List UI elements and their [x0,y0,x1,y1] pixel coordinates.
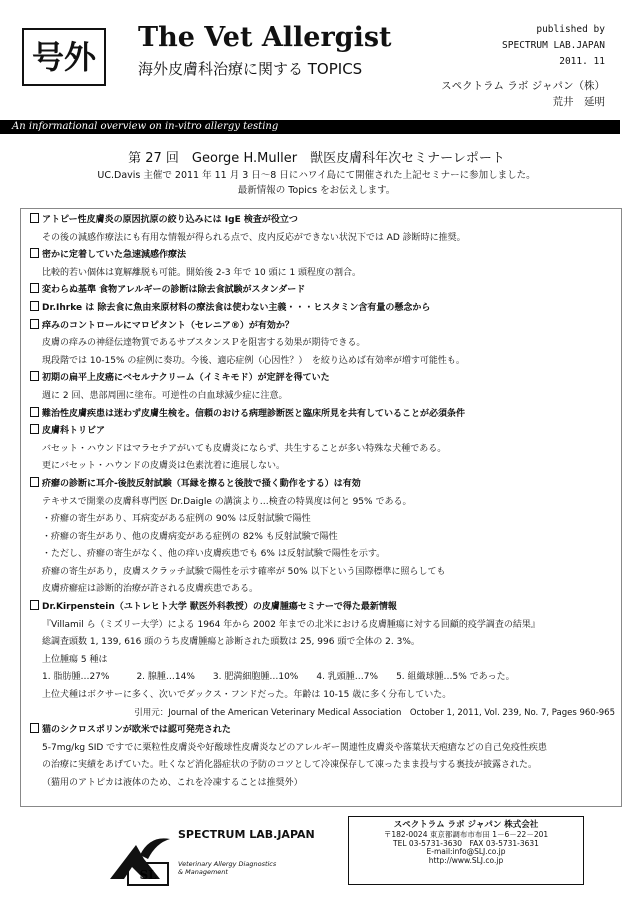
topic-heading-text: 皮膚科トリビア [42,426,106,437]
document-icon [30,723,39,733]
document-icon [30,248,39,258]
newsletter-title: The Vet Allergist [138,22,392,53]
topic-heading [30,423,615,441]
paragraph-line: 更にバセット・ハウンドの皮膚炎は色素沈着に進展しない。 [42,461,286,472]
paragraph-line: バセット・ハウンドはマラセチアがいても皮膚炎にならず、共生することが多い特殊な犬種である。 [42,443,447,454]
company-japanese: スペクトラム ラボ ジャパン（株） [441,80,605,92]
contact-website: http://www.SLJ.co.jp [428,856,504,866]
logo-name: SPECTRUM LAB.JAPAN [178,828,315,841]
paragraph-line: ・ただし、疥癬の寄生がなく、他の痒い皮膚疾患でも 6% は反射試験で陽性を示す。 [42,549,386,560]
topic-heading-text: 変わらぬ基準 食物アレルギーの診断は除去食試験がスタンダード [42,285,306,296]
document-icon [30,407,39,417]
document-icon [30,371,39,381]
topic-heading [30,318,615,336]
paragraph-line: の治療に実績をあげていた。吐くなど消化器症状の予防のコツとして冷凍保存して凍ったまま投与する裏技が披露された。 [42,760,538,771]
paragraph-line: 総調査頭数 1, 139, 616 頭のうち皮膚腫瘍と診断された頭数は 25, 996 頭で全体の 2. 3%。 [42,637,420,648]
svg-text:SL: SL [139,868,157,882]
topic-heading [30,300,615,318]
paragraph-line: 5-7mg/kg SID ですでに栗粒性皮膚炎や好酸球性皮膚炎などのアレルギー関連性皮膚炎や落葉状天疱瘡などの自己免疫性疾患 [42,742,547,753]
intro [0,168,633,198]
paragraph-line: 現段階では 10-15% の症例に奏功。今後、適応症例（心因性？） を絞り込めば有効率が増す可能性も。 [42,355,465,366]
issue-date: 2011. 11 [559,56,605,67]
citation: 引用元：Journal of the American Veterinary Medical Association October 1, 2011, Vol. 239, No. 7, Pages 960-965 [134,707,615,718]
logo-tagline-line: & Management [178,868,228,876]
topic-heading-text: 密かに定着していた急速減感作療法 [42,250,187,261]
paragraph-line: ・疥癬の寄生があり、耳病変がある症例の 90% は反射試験で陽性 [42,514,311,525]
topic-heading [30,282,615,300]
topic-heading [30,599,615,617]
document-icon [30,424,39,434]
paragraph-line: 上位腫瘍 5 種は [42,654,108,665]
paragraph-line: 週に 2 回、患部周囲に塗布。可逆性の白血球減少症に注意。 [42,390,288,401]
topic-heading-text: アトピー性皮膚炎の原因抗原の絞り込みには IgE 検査が役立つ [42,215,298,225]
topic-heading-text: Dr.Kirpenstein（ユトレヒト大学 獣医外科教授）の皮膚腫瘍セミナーで得た最新情報 [42,602,397,613]
paragraph-line: 上位犬種はボクサーに多く、次いでダックス・フンドだった。年齢は 10-15 歳に多く分布していた。 [42,690,452,701]
intro-line: UC.Davis 主催で 2011 年 11 月 3 日～8 日にハワイ島にて開催された上記セミナーに参加しました。 [97,170,536,181]
contact-company: スペクトラム ラボ ジャパン 株式会社 [393,820,539,830]
paragraph-line: テキサスで開業の皮膚科専門医 Dr.Daigle の講演より…検査の特異度は何と 95% である。 [42,496,412,507]
paragraph-line: 疥癬の寄生があり，皮膚スクラッチ試験で陽性を示す確率が 50% 以下という国際標準に照らしても [42,566,446,577]
paragraph-line: 皮膚の痒みの神経伝達物質であるサブスタンスＰを阻害する効果が期待できる。 [42,338,366,349]
author-name: 荒井 延明 [552,96,605,108]
document-icon [30,283,39,293]
contact-email: E-mail:info@SLJ.co.jp [426,847,506,857]
topic-heading-text: Dr.Ihrke は 除去食に魚由来原材料の療法食は使わない主義・・・ヒスタミン含有量の懸念から [42,302,431,313]
document-icon [30,213,39,223]
topic-heading-text: 痒みのコントロールにマロピタント（セレニア®）が有効か？ [42,320,294,331]
document-icon [30,301,39,311]
paragraph-line: 1. 脂肪腫…27% 2. 腺腫…14% 3. 肥満細胞腫…10% 4. 乳頭腫…7% 5. 組織球腫…5% であった。 [42,672,515,683]
topic-heading [30,247,615,265]
report-title: 第 27 回 George H.Muller 獣医皮膚科年次セミナーレポート [128,151,505,166]
intro-line: 最新情報の Topics をお伝えします。 [237,185,396,196]
paragraph-line: 『Villamil ら（ミズリー大学）による 1964 年から 2002 年までの北米における皮膚腫瘍に対する回顧的疫学調査の結果』 [42,619,540,630]
topic-heading [30,476,615,494]
contact-phone: TEL 03-5731-3630 FAX 03-5731-3631 [393,838,539,848]
topic-heading [30,370,615,388]
paragraph-line: 皮膚疥癬症は診断的治療が許される皮膚疾患である。 [42,584,259,595]
topic-heading [30,212,615,230]
contact-address: 〒182-0024 東京都調布市布田 1－6－22－201 [383,829,549,839]
publisher-block [502,22,605,70]
paragraph-line: その後の減感作療法にも有用な情報が得られる点で、皮内反応ができない状況下では AD 診断時に推奨。 [42,232,466,243]
topic-heading-text: 難治性皮膚疾患は迷わず皮膚生検を。信頼のおける病理診断医と臨床所見を共有していることが必須条件 [42,408,466,419]
published-by-label: published by [536,24,605,35]
document-icon [30,600,39,610]
newsletter-subtitle: 海外皮膚科治療に関する TOPICS [138,60,363,78]
publisher-name: SPECTRUM LAB.JAPAN [502,40,605,51]
document-icon [30,477,39,487]
article-body [30,212,615,793]
topic-heading [30,722,615,740]
document-icon [30,319,39,329]
logo-tagline [178,860,276,876]
contact-box [348,816,584,885]
extra-edition-badge: 号外 [22,28,106,86]
banner: An informational overview on in-vitro allergy testing [0,120,620,134]
topic-heading [30,406,615,424]
topic-heading-text: 初期の扁平上皮癌にベセルナクリーム（イミキモド）が定評を得ていた [42,373,330,384]
logo-tagline-line: Veterinary Allergy Diagnostics [178,860,277,868]
paragraph-line: ・疥癬の寄生があり、他の皮膚病変がある症例の 82% も反射試験で陽性 [42,531,338,542]
paragraph-line: 比較的若い個体は寛解離脱も可能。開始後 2-3 年で 10 頭に 1 頭程度の割合。 [42,267,362,278]
paragraph-line: （猫用のアトピカは液体のため、これを冷凍することは推奨外） [42,778,303,788]
topic-heading-text: 疥癬の診断に耳介-後肢反射試験（耳縁を擦ると後肢で掻く動作をする）は有効 [42,478,361,489]
topic-heading-text: 猫のシクロスポリンが欧米では認可発売された [42,725,231,736]
author-block [441,78,605,110]
